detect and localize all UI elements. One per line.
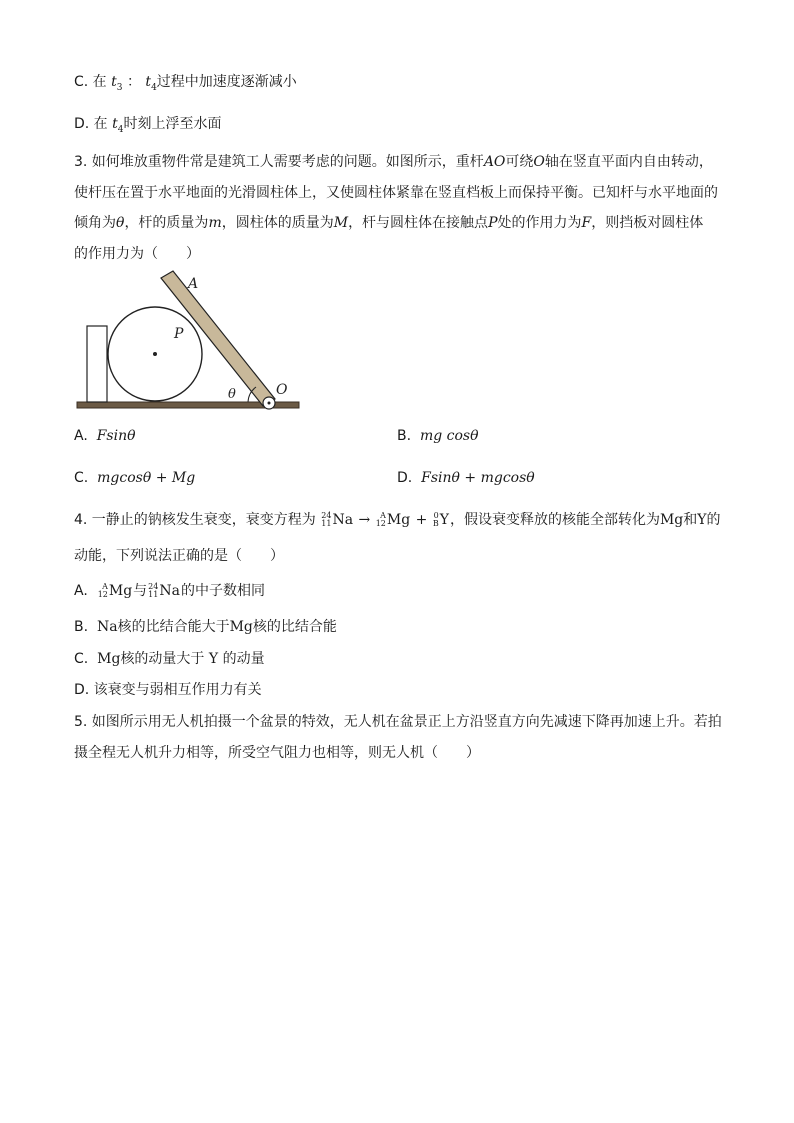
symbol: Na [159,583,180,599]
option-text: D. 在 [74,116,108,132]
q3-option-a[interactable] [74,426,136,446]
mass-number: A [102,582,108,591]
math-sub: 3 [116,82,123,93]
option-prefix: A. [74,583,88,599]
option-prefix: C. [74,651,89,667]
q4-text: 的 [706,512,721,528]
atomic-number: 11 [321,519,332,528]
math-var: m [208,215,222,231]
option-prefix: D. [397,470,413,486]
mass-number: 0 [433,511,439,520]
option-text: C. 在 [74,74,107,90]
mass-number: 24 [321,511,332,520]
q4-line-1 [74,510,721,530]
math-var: AO [483,154,506,170]
nuclide-na [321,510,353,530]
option-prefix: B. [397,428,412,444]
symbol: Mg [659,512,684,528]
q3-option-c[interactable] [74,468,195,488]
q3-text: 轴在竖直平面内自由转动， [544,154,713,170]
math-var: O [533,154,545,170]
math-sub: 4 [117,124,124,135]
symbol: Mg [386,512,411,528]
q4-text: ，假设衰变释放的核能全部转化为 [449,512,660,528]
option-text: 核的比结合能大于 [117,619,230,635]
symbol: Y [697,512,707,528]
q4-option-c[interactable] [74,649,265,669]
atomic-number: 12 [375,519,386,528]
q3-line-1 [74,152,713,172]
q3-text: 可绕 [505,154,534,170]
math-var: F [581,215,592,231]
label-O: O [276,382,288,398]
symbol: Mg [108,583,133,599]
symbol: Y [208,651,219,667]
option-c-prev [74,72,297,98]
q4-option-a[interactable] [74,581,265,601]
q4-option-b[interactable] [74,617,337,637]
math-var: t [111,74,117,90]
option-prefix: A. [74,428,88,444]
plus: + [415,512,428,528]
q4-text: 和 [683,512,698,528]
q3-text: ，圆柱体的质量为 [221,215,334,231]
q3-line-2 [74,183,718,203]
option-text: D. 该衰变与弱相互作用力有关 [74,682,262,698]
option-formula: Fsinθ [96,428,136,444]
nuclide-na [148,581,180,601]
math-var: θ [116,215,125,231]
q3-text: 处的作用力为 [497,215,582,231]
option-formula: mg cosθ [419,428,479,444]
symbol: Na [332,512,354,528]
math-var: t [145,74,152,90]
option-text: 与 [133,583,148,599]
q3-text: 使杆压在置于水平地面的光滑圆柱体上，又使圆柱体紧靠在竖直档板上而保持平衡。已知杆与水平地面的 [74,185,718,201]
mass-number: 24 [148,582,159,591]
option-text: 核的动量大于 [120,651,205,667]
atomic-number: B [432,519,439,528]
option-text: 的动量 [222,651,265,667]
nuclide-mg [376,510,410,530]
q3-figure [70,270,310,416]
label-theta: θ [228,387,236,402]
q3-option-d[interactable] [397,468,535,488]
q3-line-3 [74,213,703,233]
option-formula: Fsinθ + mgcosθ [421,470,535,486]
label-P: P [174,326,184,342]
option-text: 的中子数相同 [180,583,265,599]
separator: ： [126,74,141,90]
q3-option-b[interactable] [397,426,479,446]
mass-number: A [380,511,386,520]
nuclide-y [433,510,449,530]
q3-text: ，则挡板对圆柱体 [591,215,704,231]
q5-text: 5. 如图所示用无人机拍摄一个盆景的特效，无人机在盆景正上方沿竖直方向先减速下降再加速上升。若拍 [74,714,722,730]
option-formula: mgcosθ + Mg [97,470,196,486]
option-d-prev [74,114,222,140]
cylinder-center [153,352,157,356]
option-text: 时刻上浮至水面 [123,116,222,132]
q3-text: ，杆与圆柱体在接触点 [348,215,489,231]
symbol: Mg [97,651,121,667]
q5-text: 摄全程无人机升力相等，所受空气阻力也相等，则无人机（ ） [74,745,480,761]
option-prefix: B. [74,619,89,635]
symbol: Y [439,512,449,528]
math-var: P [488,215,498,231]
q4-text: 动能，下列说法正确的是（ ） [74,548,284,564]
symbol: Mg [229,619,253,635]
q3-text: ，杆的质量为 [124,215,209,231]
q4-text: 4. 一静止的钠核发生衰变，衰变方程为 [74,512,316,528]
q5-line-2 [74,743,480,763]
vertical-board [87,326,107,402]
q4-line-2 [74,546,284,566]
atomic-number: 11 [148,590,159,599]
option-text: 过程中加速度逐渐减小 [156,74,297,90]
q4-option-d[interactable] [74,680,262,700]
math-var: M [333,215,349,231]
q3-text: 倾角为 [74,215,116,231]
q3-line-4 [74,244,200,264]
label-A: A [188,276,199,292]
symbol: Na [96,619,118,635]
math-var: t [112,116,118,132]
atomic-number: 12 [97,590,108,599]
q3-text: 的作用力为（ ） [74,246,200,262]
option-prefix: C. [74,470,89,486]
q5-line-1 [74,712,722,732]
math-sub: 4 [151,82,157,93]
option-text: 核的比结合能 [252,619,337,635]
q3-text: 3. 如何堆放重物件常是建筑工人需要考虑的问题。如图所示，重杆 [74,154,484,170]
arrow: → [358,512,371,528]
nuclide-mg [98,581,132,601]
